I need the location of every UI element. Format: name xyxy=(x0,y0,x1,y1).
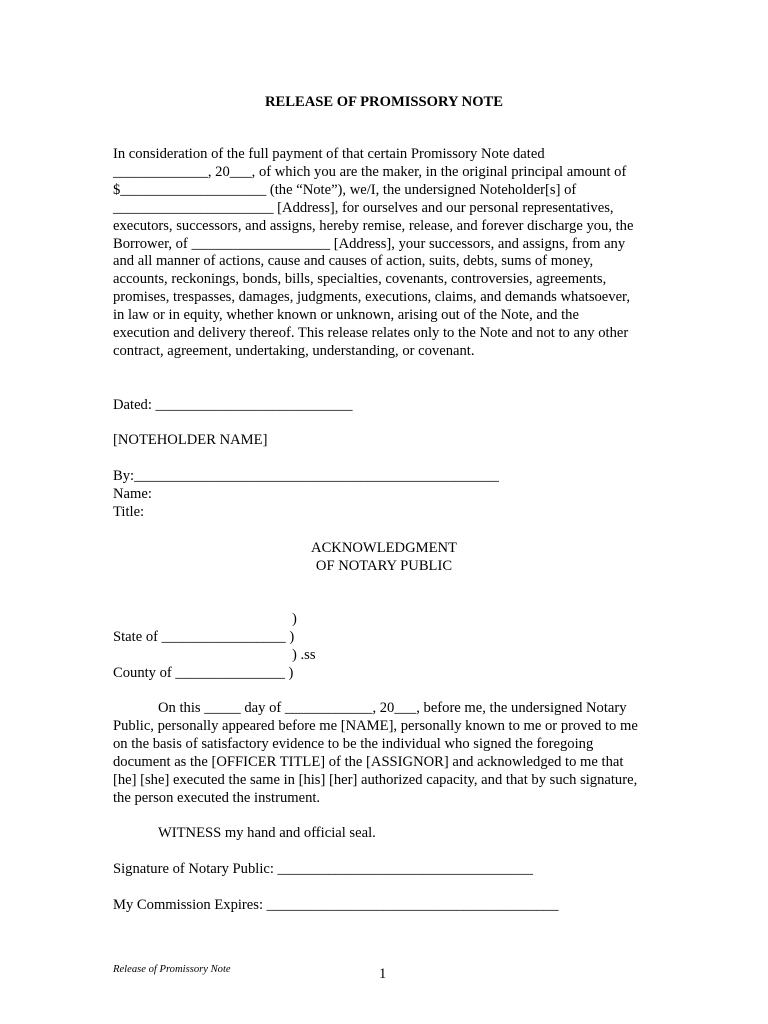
acknowledgment-heading-line1: ACKNOWLEDGMENT xyxy=(311,540,457,556)
release-paragraph-line: _____________, 20___, of which you are the maker, in the original principal amount of xyxy=(113,163,627,180)
notary-paragraph-line: [he] [she] executed the same in [his] [her] authorized capacity, and that by such signature, xyxy=(113,771,638,788)
notary-paragraph-line: document as the [OFFICER TITLE] of the [ASSIGNOR] and acknowledged to me that xyxy=(113,753,624,770)
venue-county-line: County of _______________ ) xyxy=(113,665,294,681)
notary-signature-line: Signature of Notary Public: ___________________________________ xyxy=(113,861,533,877)
release-paragraph-line: and all manner of actions, cause and causes of action, suits, debts, sums of money, xyxy=(113,253,594,270)
release-paragraph-line: accounts, reckonings, bonds, bills, specialties, covenants, controversies, agreements, xyxy=(113,271,607,288)
release-paragraph-line: promises, trespasses, damages, judgments, executions, claims, and demands whatsoever, xyxy=(113,289,630,306)
acknowledgment-heading xyxy=(0,540,768,576)
by-signature-line: By:__________________________________________________ xyxy=(113,468,499,484)
release-paragraph-line: in law or in equity, whether known or unknown, arising out of the Note, and the xyxy=(113,307,579,324)
notary-paragraph xyxy=(113,700,658,807)
notary-paragraph-line: On this _____ day of ____________, 20___, before me, the undersigned Notary xyxy=(158,700,627,716)
footer-document-name: Release of Promissory Note xyxy=(113,964,231,975)
title-label: Title: xyxy=(113,504,145,520)
acknowledgment-heading-line2: OF NOTARY PUBLIC xyxy=(315,557,453,574)
release-paragraph xyxy=(113,146,658,361)
venue-state-line: State of _________________ ) xyxy=(113,629,295,645)
noteholder-name: [NOTEHOLDER NAME] xyxy=(113,432,268,448)
footer-page-number: 1 xyxy=(379,966,387,982)
release-paragraph-line: ______________________ [Address], for ourselves and our personal representatives, xyxy=(113,199,614,216)
dated-line: Dated: ___________________________ xyxy=(113,397,353,413)
release-paragraph-line: contract, agreement, undertaking, understanding, or covenant. xyxy=(113,342,475,359)
notary-paragraph-line: on the basis of satisfactory evidence to be the individual who signed the foregoing xyxy=(113,735,594,752)
release-paragraph-line: execution and delivery thereof. This release relates only to the Note and not to any other xyxy=(113,325,629,342)
witness-line: WITNESS my hand and official seal. xyxy=(158,825,376,841)
venue-ss: ) .ss xyxy=(292,647,316,663)
venue-paren-top: ) xyxy=(292,611,297,627)
name-label: Name: xyxy=(113,486,152,502)
release-paragraph-line: $____________________ (the “Note”), we/I, the undersigned Noteholder[s] of xyxy=(113,181,577,198)
release-paragraph-line: executors, successors, and assigns, hereby remise, release, and forever discharge you, the xyxy=(113,217,634,234)
notary-paragraph-line: Public, personally appeared before me [NAME], personally known to me or proved to me xyxy=(113,717,638,734)
document-title: RELEASE OF PROMISSORY NOTE xyxy=(264,94,504,110)
release-paragraph-line: Borrower, of ___________________ [Address], your successors, and assigns, from any xyxy=(113,235,626,252)
commission-expires-line: My Commission Expires: ________________________________________ xyxy=(113,897,559,913)
release-paragraph-line: In consideration of the full payment of that certain Promissory Note dated xyxy=(113,146,545,162)
notary-paragraph-line: the person executed the instrument. xyxy=(113,789,321,806)
